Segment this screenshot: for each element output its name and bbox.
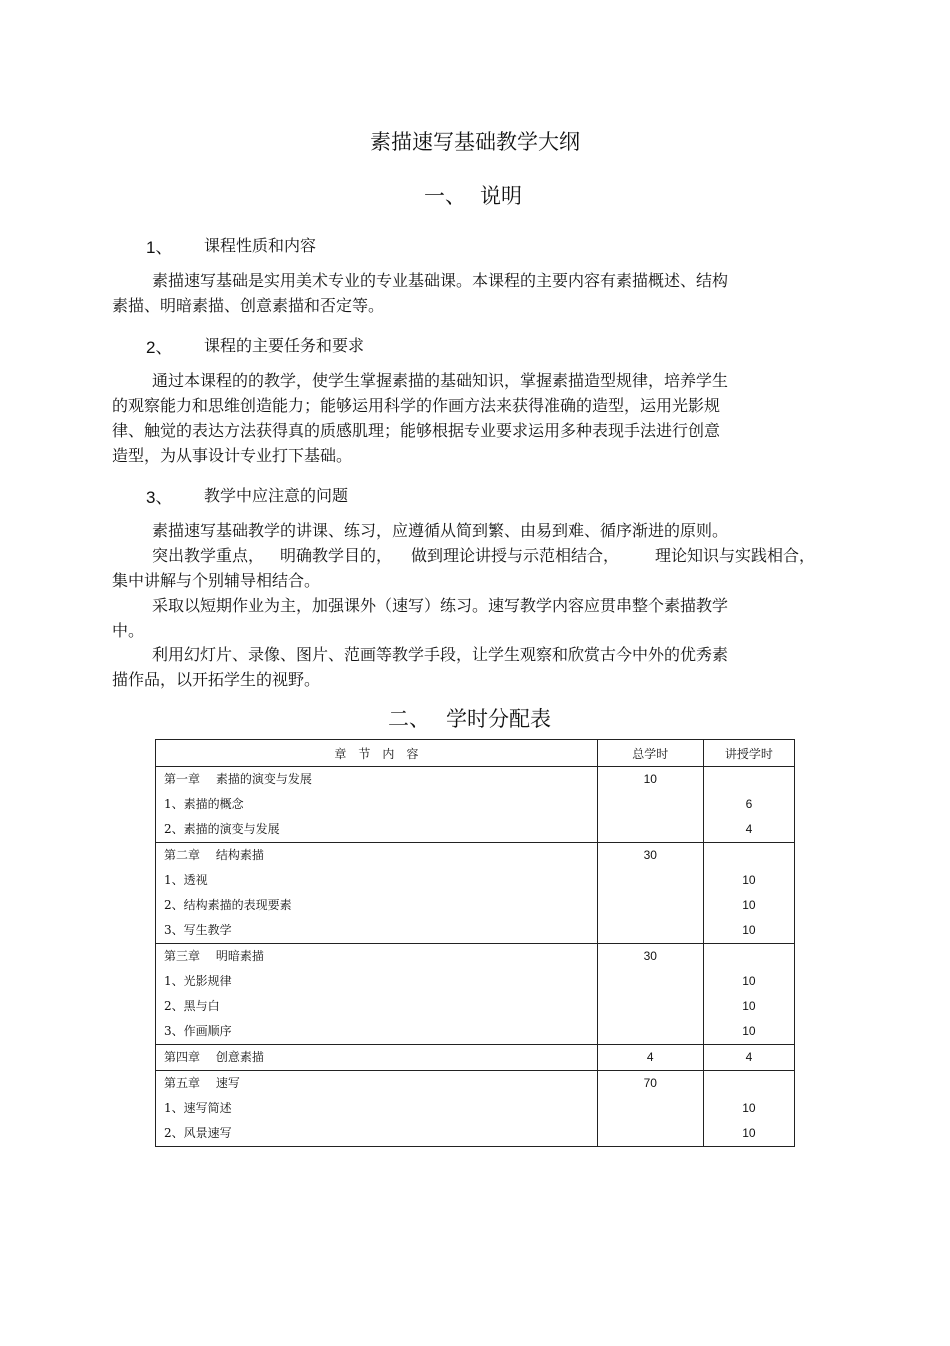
chapter1-name: 第一章 素描的演变与发展 <box>164 772 312 786</box>
chapter2-row3: 3、写生教学 <box>164 923 232 937</box>
chapter2-name: 第二章 结构素描 <box>164 848 264 862</box>
chapter2-row1: 1、透视 <box>164 873 208 887</box>
p3-line4: 采取以短期作业为主，加强课外（速写）练习。速写教学内容应贯串整个素描教学 <box>152 596 729 615</box>
p3-line5: 中。 <box>112 621 145 640</box>
table-row-chapter2 <box>156 843 795 944</box>
chapter3-total: 30 <box>643 949 657 963</box>
p3-line2c: 做到理论讲授与示范相结合， <box>411 546 620 565</box>
chapter2-total: 30 <box>643 848 657 862</box>
p3-line2a: 突出教学重点， <box>152 546 265 565</box>
chapter5-row1-hours: 10 <box>742 1101 756 1115</box>
chapter3-row1: 1、光影规律 <box>164 974 232 988</box>
p2-line1: 通过本课程的的教学，使学生掌握素描的基础知识，掌握素描造型规律，培养学生 <box>152 371 729 390</box>
p3-line6: 利用幻灯片、录像、图片、范画等教学手段，让学生观察和欣赏古今中外的优秀素 <box>152 645 729 664</box>
item3-num: 3、 <box>146 488 173 507</box>
p3-line3: 集中讲解与个别辅导相结合。 <box>112 571 321 590</box>
p1-line1: 素描速写基础是实用美术专业的专业基础课。本课程的主要内容有素描概述、结构 <box>152 271 729 290</box>
p2-line3: 律、触觉的表达方法获得真的质感肌理；能够根据专业要求运用多种表现手法进行创意 <box>112 421 721 440</box>
header-content: 章 节 内 容 <box>156 740 598 767</box>
chapter5-row2: 2、风景速写 <box>164 1126 232 1140</box>
item3-label: 教学中应注意的问题 <box>204 486 349 505</box>
chapter2-row2: 2、结构素描的表现要素 <box>164 898 292 912</box>
section1-heading-num: 一、 <box>424 184 466 208</box>
header-total-hours: 总学时 <box>597 740 703 767</box>
chapter3-row2: 2、黑与白 <box>164 999 220 1013</box>
p3-line2b: 明确教学目的， <box>280 546 393 565</box>
item1-num: 1、 <box>146 238 173 257</box>
chapter5-name: 第五章 速写 <box>164 1076 240 1090</box>
chapter2-row3-hours: 10 <box>742 923 756 937</box>
chapter3-row3-hours: 10 <box>742 1024 756 1038</box>
table-header-row <box>156 740 795 767</box>
p3-line2d: 理论知识与实践相合， <box>655 546 816 565</box>
p2-line2: 的观察能力和思维创造能力；能够运用科学的作画方法来获得准确的造型，运用光影规 <box>112 396 721 415</box>
chapter3-row3: 3、作画顺序 <box>164 1024 232 1038</box>
chapter1-row2: 2、素描的演变与发展 <box>164 822 280 836</box>
item2-label: 课程的主要任务和要求 <box>204 336 365 355</box>
section1-heading-text: 说明 <box>480 184 522 208</box>
p3-line1: 素描速写基础教学的讲课、练习，应遵循从简到繁、由易到难、循序渐进的原则。 <box>152 521 729 540</box>
chapter1-total: 10 <box>643 772 657 786</box>
item1-label: 课程性质和内容 <box>204 236 317 255</box>
chapter3-name: 第三章 明暗素描 <box>164 949 264 963</box>
p2-line4: 造型，为从事设计专业打下基础。 <box>112 446 353 465</box>
section2-heading-num: 二、 <box>388 707 430 731</box>
page-title: 素描速写基础教学大纲 <box>370 130 580 154</box>
p1-line2: 素描、明暗素描、创意素描和否定等。 <box>112 296 385 315</box>
table-row-chapter3 <box>156 944 795 1045</box>
chapter4-name: 第四章 创意素描 <box>164 1050 264 1064</box>
table-row-chapter5 <box>156 1071 795 1147</box>
chapter4-hours: 4 <box>745 1050 753 1064</box>
chapter5-row2-hours: 10 <box>742 1126 756 1140</box>
header-lecture-hours: 讲授学时 <box>703 740 794 767</box>
chapter2-row2-hours: 10 <box>742 898 756 912</box>
chapter5-row1: 1、速写简述 <box>164 1101 232 1115</box>
table-row-chapter4 <box>156 1045 795 1071</box>
item2-num: 2、 <box>146 338 173 357</box>
chapter5-total: 70 <box>643 1076 657 1090</box>
hours-allocation-table <box>155 739 795 1147</box>
chapter3-row2-hours: 10 <box>742 999 756 1013</box>
chapter1-row2-hours: 4 <box>745 822 753 836</box>
chapter3-row1-hours: 10 <box>742 974 756 988</box>
p3-line7: 描作品，以开拓学生的视野。 <box>112 670 321 689</box>
table-row-chapter1 <box>156 767 795 843</box>
chapter1-row1-hours: 6 <box>745 797 753 811</box>
section2-heading-text: 学时分配表 <box>446 707 551 731</box>
chapter4-total: 4 <box>646 1050 654 1064</box>
chapter1-row1: 1、素描的概念 <box>164 797 244 811</box>
chapter2-row1-hours: 10 <box>742 873 756 887</box>
